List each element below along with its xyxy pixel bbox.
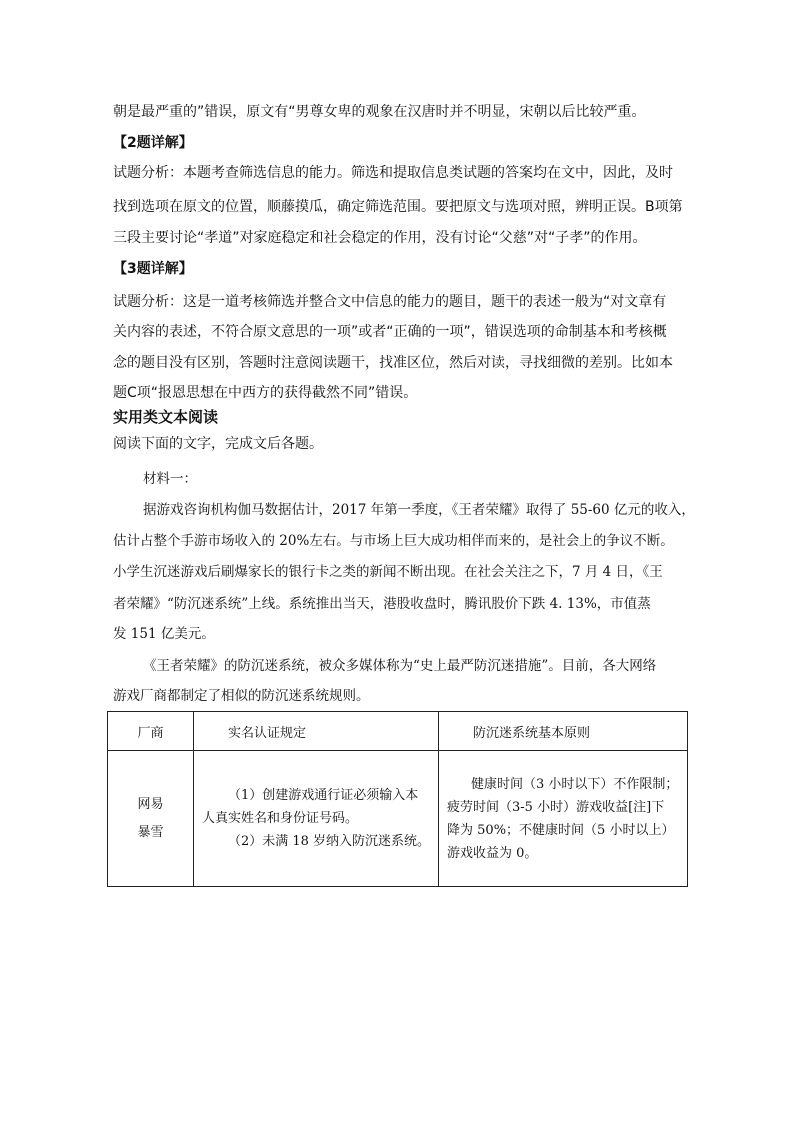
- principle-line-3: 降为 50%；不健康时间（5 小时以上）: [447, 822, 675, 838]
- vendor-cell: [108, 751, 194, 887]
- q3-heading: 【3题详解】: [113, 261, 193, 277]
- table-row: [108, 751, 688, 887]
- principle-line-2: 疲劳时间（3-5 小时）游戏收益[注]下: [447, 799, 665, 815]
- material-p1-line-3: 小学生沉迷游戏后刷爆家长的银行卡之类的新闻不断出现。在社会关注之下，7 月 4 日，《王: [113, 564, 663, 580]
- header-vendor: 厂商: [108, 712, 194, 751]
- q2-line-2: 找到选项在原文的位置，顺藤摸瓜，确定筛选范围。要把原文与选项对照，辨明正误。B项第: [113, 199, 683, 215]
- material-p2-line-2: 游戏厂商都制定了相似的防沉迷系统规则。: [113, 688, 370, 704]
- q2-line-3: 三段主要讨论“孝道”对家庭稳定和社会稳定的作用，没有讨论“父慈”对“子孝”的作用。: [113, 230, 647, 246]
- material-p1-line-5: 发 151 亿美元。: [113, 626, 215, 642]
- principles-cell: [439, 751, 688, 887]
- material-p2-line-1: 《王者荣耀》的防沉迷系统，被众多媒体称为“史上最严防沉迷措施”。目前，各大网络: [143, 658, 657, 674]
- q3-line-2: 关内容的表述，不符合原文意思的一项”或者“正确的一项”，错误选项的命制基本和考核概: [113, 324, 667, 340]
- section-title: 实用类文本阅读: [113, 408, 219, 426]
- material-p1-line-2: 估计占整个手游市场收入的 20%左右。与市场上巨大成功相伴而来的，是社会上的争议不断。: [113, 533, 674, 549]
- vendor-netease: 网易: [137, 796, 164, 812]
- material-p1-line-1: 据游戏咨询机构伽马数据估计，2017 年第一季度，《王者荣耀》取得了 55-60 亿元的收入，: [143, 502, 695, 518]
- q3-line-4: 题C项“报恩思想在中西方的获得截然不同”错误。: [113, 385, 418, 401]
- vendor-blizzard: 暴雪: [137, 824, 164, 840]
- principle-line-4: 游戏收益为 0。: [447, 845, 538, 861]
- q3-line-3: 念的题目没有区别，答题时注意阅读题干，找准区位，然后对读，寻找细微的差别。比如本: [113, 355, 673, 371]
- material-p1-line-4: 者荣耀》“防沉迷系统”上线。系统推出当天，港股收盘时，腾讯股价下跌 4. 13%，市值蒸: [113, 596, 651, 612]
- q2-line-1: 试题分析：本题考查筛选信息的能力。筛选和提取信息类试题的答案均在文中，因此，及时: [113, 165, 673, 181]
- rule-line-2: 人真实姓名和身份证号码。: [201, 811, 358, 826]
- instruction: 阅读下面的文字，完成文后各题。: [113, 436, 323, 452]
- rule-line-1: （1）创建游戏通行证必须输入本: [227, 788, 419, 803]
- table-header-row: [108, 712, 688, 751]
- material-label: 材料一：: [143, 471, 197, 487]
- answer-continuation: 朝是最严重的”错误，原文有“男尊女卑的观象在汉唐时并不明显，宋朝以后比较严重。: [113, 104, 646, 120]
- rule-line-3: （2）未满 18 岁纳入防沉迷系统。: [227, 834, 431, 849]
- q2-heading: 【2题详解】: [113, 135, 193, 151]
- header-realname: 实名认证规定: [193, 712, 438, 751]
- realname-cell: [193, 751, 438, 887]
- principle-line-1: 健康时间（3 小时以下）不作限制；: [471, 776, 679, 792]
- anti-addiction-table: [107, 711, 688, 887]
- header-principles: 防沉迷系统基本原则: [439, 712, 688, 751]
- q3-line-1: 试题分析：这是一道考核筛选并整合文中信息的能力的题目，题干的表述一般为“对文章有: [113, 294, 667, 310]
